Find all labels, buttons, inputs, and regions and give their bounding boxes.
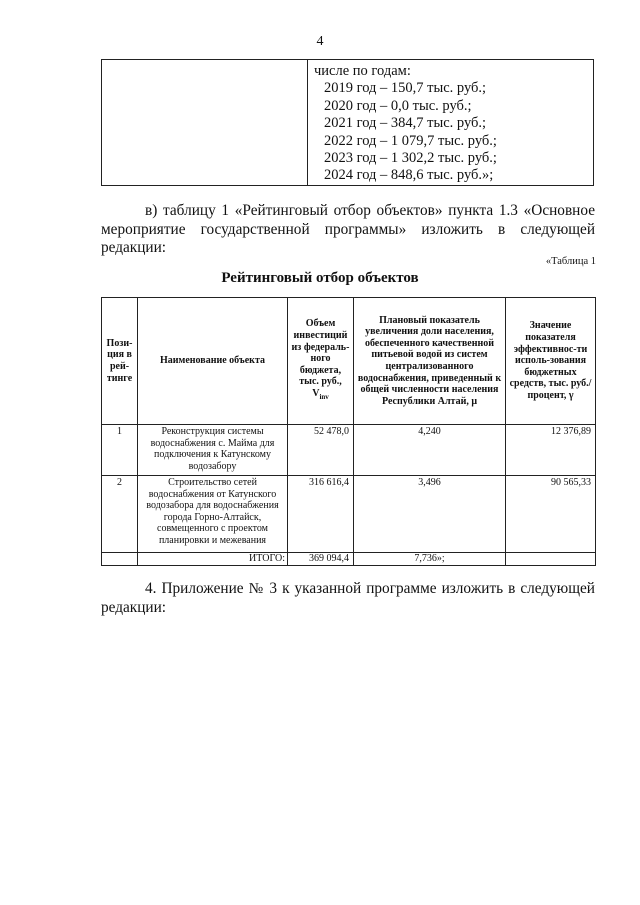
cell-volume: 52 478,0 bbox=[288, 425, 354, 476]
table-total-row bbox=[102, 553, 596, 566]
cell-indicator: 3,496 bbox=[354, 476, 506, 553]
header-object-name: Наименование объекта bbox=[138, 298, 288, 425]
cell-object-name: Строительство сетей водоснабжения от Катунского водозабора для водоснабжения города Горно-Алтайск, совмещенного с проектом планировки и межевания bbox=[138, 476, 288, 553]
budget-year-line: 2024 год – 848,6 тыс. руб.»; bbox=[324, 167, 494, 184]
budget-year-line: 2020 год – 0,0 тыс. руб.; bbox=[324, 97, 472, 114]
header-planned-indicator: Плановый показатель увеличения доли населения, обеспеченного качественной питьевой водой из систем централизованного водоснабжения, приведенный к общей численности населения Республики Алтай, μ bbox=[354, 298, 506, 425]
table-header-row bbox=[102, 298, 596, 425]
budget-year-line: 2021 год – 384,7 тыс. руб.; bbox=[324, 115, 487, 132]
cell-position: 1 bbox=[102, 425, 138, 476]
cell-position: 2 bbox=[102, 476, 138, 553]
page-number: 4 bbox=[316, 34, 324, 49]
cell-efficiency: 12 376,89 bbox=[506, 425, 596, 476]
header-position: Пози-ция в рей-тинге bbox=[102, 298, 138, 425]
volume-symbol: V bbox=[312, 387, 320, 399]
cell-empty bbox=[102, 553, 138, 566]
table-title: Рейтинговый отбор объектов bbox=[221, 270, 419, 286]
appendix-paragraph: 4. Приложение № 3 к указанной программе изложить в следующей редакции: bbox=[101, 580, 595, 616]
budget-year-line: 2023 год – 1 302,2 тыс. руб.; bbox=[324, 150, 497, 167]
header-volume-text: Объем инвестиций из федераль-ного бюджета, тыс. руб., bbox=[291, 318, 350, 388]
volume-subscript: inv bbox=[319, 392, 329, 401]
cell-efficiency: 90 565,33 bbox=[506, 476, 596, 553]
cell-empty bbox=[506, 553, 596, 566]
cell-total-volume: 369 094,4 bbox=[288, 553, 354, 566]
budget-empty-cell bbox=[102, 60, 308, 186]
budget-lead-text: числе по годам: bbox=[314, 63, 411, 79]
budget-years-cell bbox=[308, 60, 594, 186]
cell-total-indicator: 7,736»; bbox=[354, 553, 506, 566]
rating-table bbox=[101, 297, 596, 566]
budget-continuation-table bbox=[101, 59, 594, 186]
table-row bbox=[102, 425, 596, 476]
header-investment-volume bbox=[288, 298, 354, 425]
table-note: «Таблица 1 bbox=[545, 256, 596, 267]
amendment-paragraph: в) таблицу 1 «Рейтинговый отбор объектов» пункта 1.3 «Основное мероприятие государственной программы» изложить в следующей редакции: bbox=[101, 202, 595, 256]
cell-object-name: Реконструкция системы водоснабжения с. Майма для подключения к Катунскому водозабору bbox=[138, 425, 288, 476]
budget-year-line: 2022 год – 1 079,7 тыс. руб.; bbox=[324, 132, 497, 149]
header-efficiency: Значение показателя эффективнос-ти исполь-зования бюджетных средств, тыс. руб./ процент, γ bbox=[506, 298, 596, 425]
cell-volume: 316 616,4 bbox=[288, 476, 354, 553]
table-row bbox=[102, 476, 596, 553]
cell-total-label: ИТОГО: bbox=[138, 553, 288, 566]
cell-indicator: 4,240 bbox=[354, 425, 506, 476]
budget-year-line: 2019 год – 150,7 тыс. руб.; bbox=[324, 80, 487, 97]
